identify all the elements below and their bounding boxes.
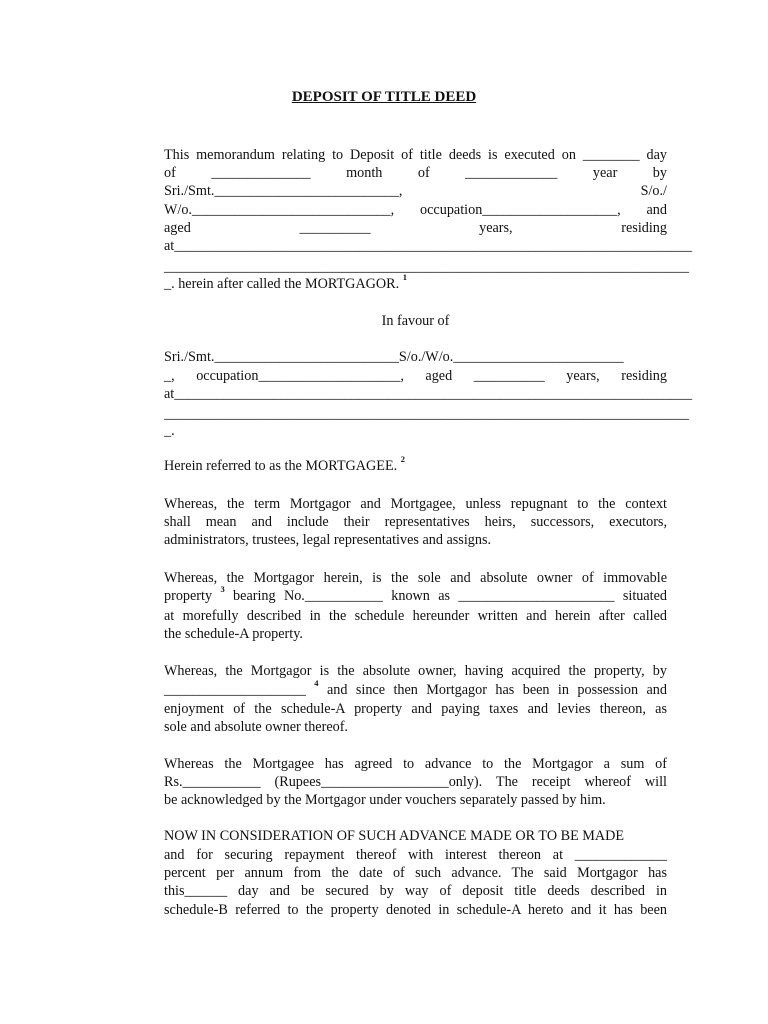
text-line-9 <box>164 312 667 330</box>
line-text: Sri./Smt.__________________________, S/o./ <box>164 183 667 199</box>
line-text: __________________________________________________________________________ <box>164 259 689 275</box>
line-text: property <box>164 588 221 604</box>
line-text: Rs.___________ (Rupees__________________only). The receipt whereof will <box>164 774 667 790</box>
text-line-14 <box>164 422 667 440</box>
line-text: enjoyment of the schedule-A property and paying taxes and levies thereon, as <box>164 701 667 717</box>
line-text: administrators, trustees, legal representatives and assigns. <box>164 532 492 548</box>
line-text: Whereas, the Mortgagor herein, is the sole and absolute owner of immovable <box>164 570 667 586</box>
line-text-continued: bearing No.___________ known as ______________________ situated <box>224 588 667 604</box>
text-line-29 <box>164 791 667 809</box>
text-line-21 <box>164 607 667 625</box>
line-text: of ______________ month of _____________ year by <box>164 165 667 181</box>
text-line-1 <box>164 146 667 164</box>
text-line-30 <box>164 827 667 845</box>
text-line-15 <box>164 454 667 475</box>
text-line-6 <box>164 237 693 255</box>
line-text: at_________________________________________________________________________ <box>164 386 693 402</box>
footnote-marker: 1 <box>402 272 407 283</box>
text-line-20 <box>164 584 667 605</box>
line-text: and for securing repayment thereof with interest thereon at _____________ <box>164 847 667 863</box>
line-text: aged __________ years, residing <box>164 220 667 236</box>
line-text: be acknowledged by the Mortgagor under vouchers separately passed by him. <box>164 792 606 808</box>
text-line-23 <box>164 662 667 680</box>
text-line-3 <box>164 182 667 200</box>
line-text: _. herein after called the MORTGAGOR. <box>164 276 403 292</box>
line-text: W/o.____________________________, occupation___________________, and <box>164 202 667 218</box>
footnote-marker: 2 <box>400 454 405 465</box>
line-text: Whereas the Mortgagee has agreed to advance to the Mortgagor a sum of <box>164 756 667 772</box>
text-line-4 <box>164 201 667 219</box>
footnote-marker: 3 <box>220 584 225 595</box>
text-line-34 <box>164 901 667 919</box>
line-text: Herein referred to as the MORTGAGEE. <box>164 458 401 474</box>
line-text: NOW IN CONSIDERATION OF SUCH ADVANCE MADE OR TO BE MADE <box>164 828 625 844</box>
line-text: __________________________________________________________________________ <box>164 406 689 422</box>
line-text: ____________________ <box>164 682 315 698</box>
text-line-24 <box>164 678 667 699</box>
text-line-5 <box>164 219 667 237</box>
line-text: sole and absolute owner thereof. <box>164 719 348 735</box>
line-text: Whereas, the term Mortgagor and Mortgagee, unless repugnant to the context <box>164 496 667 512</box>
text-line-17 <box>164 513 667 531</box>
line-text: this______ day and be secured by way of deposit title deeds described in <box>164 883 667 899</box>
text-line-33 <box>164 882 667 900</box>
line-text: Whereas, the Mortgagor is the absolute owner, having acquired the property, by <box>164 663 667 679</box>
text-line-10 <box>164 348 667 366</box>
text-line-12 <box>164 385 693 403</box>
text-line-22 <box>164 625 667 643</box>
text-line-31 <box>164 846 667 864</box>
text-line-19 <box>164 569 667 587</box>
line-text: at morefully described in the schedule hereunder written and herein after called <box>164 608 667 624</box>
line-text: percent per annum from the date of such advance. The said Mortgagor has <box>164 865 667 881</box>
text-line-16 <box>164 495 667 513</box>
document-title: DEPOSIT OF TITLE DEED <box>291 89 477 105</box>
text-line-8 <box>164 272 667 293</box>
line-text: _, occupation____________________, aged __________ years, residing <box>164 368 667 384</box>
line-text: the schedule-A property. <box>164 626 303 642</box>
line-text: schedule-B referred to the property denoted in schedule-A hereto and it has been <box>164 902 667 918</box>
text-line-7 <box>164 258 689 276</box>
text-line-26 <box>164 718 667 736</box>
text-line-18 <box>164 531 667 549</box>
line-text: This memorandum relating to Deposit of title deeds is executed on ________ day <box>164 147 667 163</box>
text-line-28 <box>164 773 667 791</box>
text-line-13 <box>164 405 689 423</box>
text-line-25 <box>164 700 667 718</box>
text-line-27 <box>164 755 667 773</box>
footnote-marker: 4 <box>314 678 319 689</box>
line-text: shall mean and include their representatives heirs, successors, executors, <box>164 514 667 530</box>
text-line-11 <box>164 367 667 385</box>
line-text: _. <box>164 423 175 439</box>
line-text: at_________________________________________________________________________ <box>164 238 693 254</box>
text-line-32 <box>164 864 667 882</box>
line-text-continued: and since then Mortgagor has been in possession and <box>318 682 667 698</box>
line-text: Sri./Smt.__________________________S/o./W/o.________________________ <box>164 349 624 365</box>
line-text: In favour of <box>381 313 450 329</box>
text-line-2 <box>164 164 667 182</box>
